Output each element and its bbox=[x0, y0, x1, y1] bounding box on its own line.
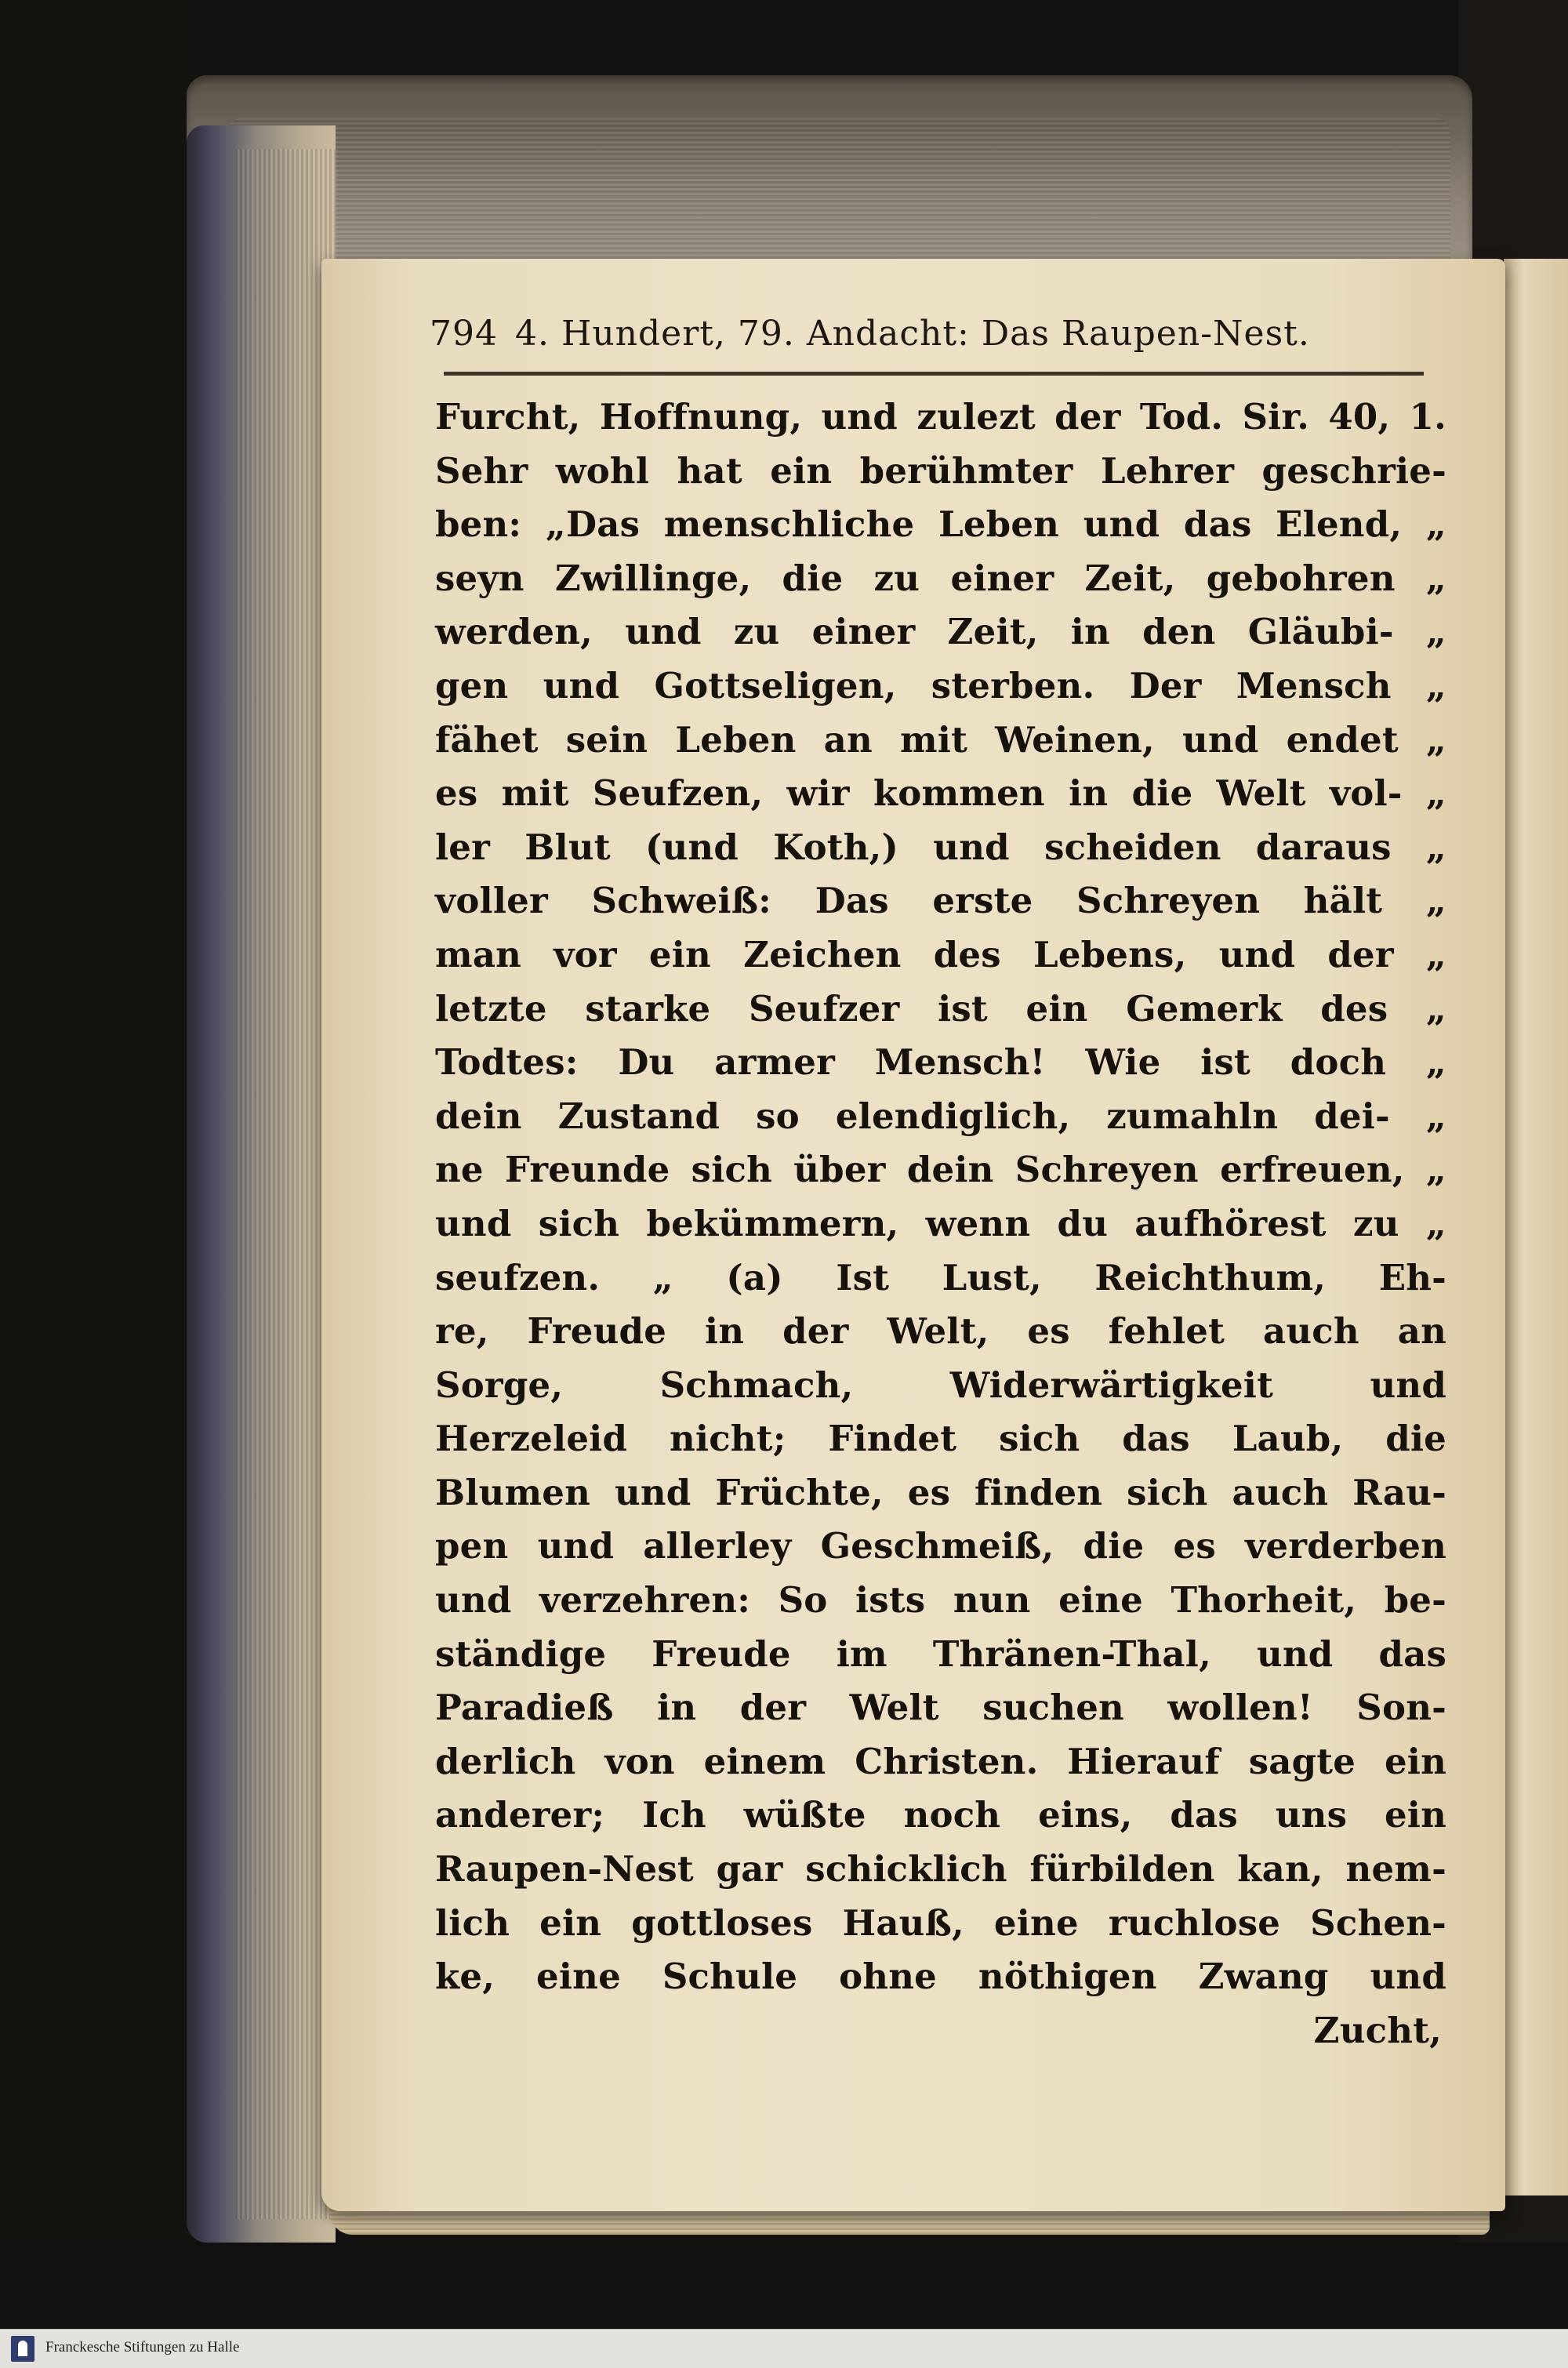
text-line: dein Zustand so elendiglich, zumahln dei- „ bbox=[435, 1095, 1446, 1137]
library-footer-bar bbox=[0, 2329, 1568, 2368]
text-line: Furcht, Hoffnung, und zulezt der Tod. Sir. 40, 1. bbox=[435, 396, 1446, 438]
text-line: re, Freude in der Welt, es fehlet auch an bbox=[435, 1310, 1446, 1353]
dark-background-bottom bbox=[0, 2243, 1568, 2329]
text-line: derlich von einem Christen. Hierauf sagte ein bbox=[435, 1740, 1446, 1782]
text-line: Blumen und Früchte, es finden sich auch Rau- bbox=[435, 1471, 1446, 1513]
text-line: und sich bekümmern, wenn du aufhörest zu „ bbox=[435, 1202, 1446, 1244]
text-line: lich ein gottloses Hauß, eine ruchlose Schen- bbox=[435, 1901, 1446, 1944]
text-line: gen und Gottseligen, sterben. Der Mensch „ bbox=[435, 664, 1446, 706]
text-line: seyn Zwillinge, die zu einer Zeit, gebohren „ bbox=[435, 557, 1446, 599]
text-line: Herzeleid nicht; Findet sich das Laub, die bbox=[435, 1418, 1446, 1460]
text-line: es mit Seufzen, wir kommen in die Welt vol- „ bbox=[435, 772, 1446, 815]
text-line: Sehr wohl hat ein berühmter Lehrer geschrie- bbox=[435, 449, 1446, 492]
page-number: 794 bbox=[430, 314, 498, 354]
text-line: Todtes: Du armer Mensch! Wie ist doch „ bbox=[435, 1041, 1446, 1084]
text-line: fähet sein Leben an mit Weinen, und endet „ bbox=[435, 718, 1446, 761]
running-title: 4. Hundert, 79. Andacht: Das Raupen-Nest. bbox=[514, 314, 1310, 354]
catchword: Zucht, bbox=[1313, 2009, 1442, 2051]
text-line: seufzen. „ (a) Ist Lust, Reichthum, Eh- bbox=[435, 1256, 1446, 1298]
text-line: Sorge, Schmach, Widerwärtigkeit und bbox=[435, 1364, 1446, 1406]
text-line: werden, und zu einer Zeit, in den Gläubi- „ bbox=[435, 611, 1446, 653]
text-line: ben: „Das menschliche Leben und das Elend, „ bbox=[435, 503, 1446, 546]
text-line: voller Schweiß: Das erste Schreyen hält „ bbox=[435, 880, 1446, 922]
text-line: und verzehren: So ists nun eine Thorheit, be- bbox=[435, 1579, 1446, 1622]
text-line: Raupen-Nest gar schicklich fürbilden kan, nem- bbox=[435, 1848, 1446, 1890]
text-line: ne Freunde sich über dein Schreyen erfreuen, „ bbox=[435, 1149, 1446, 1191]
institution-name[interactable]: Franckesche Stiftungen zu Halle bbox=[45, 2339, 240, 2355]
text-line: anderer; Ich wüßte noch eins, das uns ein bbox=[435, 1794, 1446, 1836]
institution-logo-icon bbox=[11, 2336, 34, 2362]
text-line: Paradieß in der Welt suchen wollen! Son- bbox=[435, 1687, 1446, 1729]
page-stack-top bbox=[227, 118, 1450, 267]
text-line: ke, eine Schule ohne nöthigen Zwang und bbox=[435, 1956, 1446, 1998]
facing-page-edge bbox=[1504, 259, 1568, 2195]
text-line: ständige Freude im Thränen-Thal, und das bbox=[435, 1633, 1446, 1675]
text-line: ler Blut (und Koth,) und scheiden daraus „ bbox=[435, 826, 1446, 868]
text-line: pen und allerley Geschmeiß, die es verderben bbox=[435, 1525, 1446, 1567]
dark-background-left bbox=[0, 0, 196, 2321]
text-line: man vor ein Zeichen des Lebens, und der „ bbox=[435, 933, 1446, 975]
page-text bbox=[435, 390, 1446, 2057]
header-rule bbox=[444, 372, 1424, 376]
text-line: letzte starke Seufzer ist ein Gemerk des „ bbox=[435, 987, 1446, 1030]
